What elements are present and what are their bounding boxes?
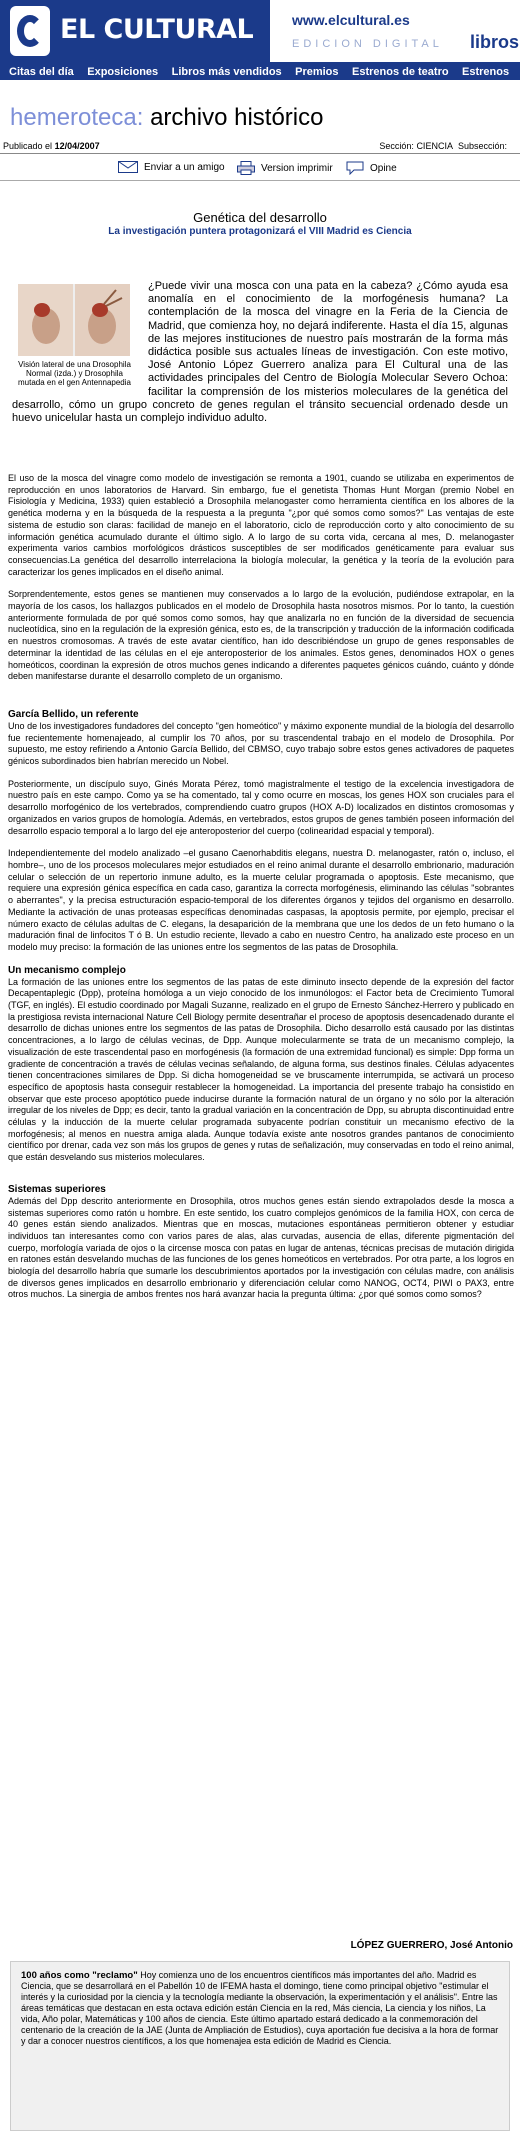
nav-item-estrenos[interactable]: Estrenos <box>462 66 510 78</box>
nav-item-libros[interactable]: Libros más vendidos <box>171 66 282 78</box>
subsection-label: Subsección: <box>457 141 507 151</box>
section-value: CIENCIA <box>416 141 453 151</box>
article-body <box>8 473 514 1312</box>
drosophila-image-icon <box>18 284 130 356</box>
paragraph: Uno de los investigadores fundadores del concepto "gen homeótico" y máximo exponente mundial de la biología del desarrollo fue recientemente homenajeado, al cumplir los 70 años, por su trascendental trabajo en el modelo de Drosophila. Por supuesto, me estoy refiriendo a Antonio García Bellido, del CBMSO, cuyo trabajo sobre estos genes activadores de paquetes génicos subordinados bien habrían merecido un Nobel. <box>8 720 514 767</box>
section-heading: García Bellido, un referente <box>8 708 139 720</box>
main-nav <box>0 62 520 80</box>
envelope-icon <box>118 161 138 173</box>
libros-link[interactable]: libros <box>470 32 520 52</box>
paragraph: Independientemente del modelo analizado –el gusano Caenorhabditis elegans, nuestra D. melanogaster, ratón o, incluso, el hombre–, uno de los procesos moleculares mejor estudiados en el reino animal durante el desarrollo embrionario, maduración celular o selección de un repertorio inmune adulto, es la muerte celular programada o apoptosis. Este mecanismo, que requiere una expresión génica específica en cada caso, garantiza la correcta morfogénesis, eliminando las células "sobrantes o aberrantes", y la precisa estructuración espacio-temporal de los diferentes órganos y tejidos del organismo en desarrollo. Mediante la activación de unas proteasas específicas denominadas caspasas, la apoptosis permite, por ejemplo, precisar el número exacto de células adultas de C. elegans, la desaparición de la membrana que une los dedos de un feto humano o la maduración final de linfocitos T ó B. Un estudio reciente, llevado a cabo en nuestro Centro, ha analizado este proceso en un modelo muy preciso: la formación de las uniones entre los segmentos de las patas de Drosophila. <box>8 848 514 952</box>
article-author: LÓPEZ GUERRERO, José Antonio <box>350 1940 513 1951</box>
paragraph: Sorprendentemente, estos genes se mantienen muy conservados a lo largo de la evolución, pudiéndose extrapolar, en la mayoría de los casos, los hallazgos publicados en el modelo de Drosophila hasta nosotros mismos. Por lo tanto, la cuestión anteriormente formulada de por qué somos como somos, hay que analizarla no en función de la diversidad de secuencia nucleotídica, sino en la regulación de la expresión génica, esto es, de la transcripción y traducción de la información codificada en nuestros cromosomas. A través de este avatar científico, han ido describiéndose un grupo de genes responsables de determinar la identidad de las células en el eje anteroposterior de los animales. Estos genes, denominados HOX o genes homeóticos, coordinan la expresión de otros muchos genes indicando a diferentes paquetes génicos cuándo, cuánto y dónde deben manifestarse durante el desarrollo completo de un organismo. <box>8 589 514 682</box>
divider <box>0 153 520 154</box>
nav-item-premios[interactable]: Premios <box>295 66 339 78</box>
opine-button[interactable] <box>346 161 397 175</box>
nav-item-teatro[interactable]: Estrenos de teatro <box>351 66 449 78</box>
section-info <box>379 141 507 151</box>
published-label: Publicado el <box>3 141 53 151</box>
date-value: 12/04/2007 <box>54 141 100 151</box>
site-logo[interactable] <box>0 0 270 62</box>
box-text: Hoy comienza uno de los encuentros científicos más importantes del año. Madrid es Ciencia, que se desarrollará en el Pabellón 10 de IFEMA hasta el domingo, tiene como principal objetivo "estimular el interés y la curiosidad por la ciencia y la tecnología mediante la observación, la experimentación y el análisis". Entre las áreas temáticas que destacan en esta octava edición están Ciencia en la red, Más ciencia, La ciencia y los niños, La vida, Año polar, Matemáticas y 100 años de ciencia. Este último apartado estará dedicado a la conmemoración del centenario de la creación de la JAE (Junta de Ampliación de Estudios), cuya aportación fue decisiva a la hora de formar y dar a conocer nuestros científicos, a los que homenajea esta edición de Madrid es Ciencia. <box>21 1970 499 2046</box>
box-title: 100 años como "reclamo" <box>21 1970 138 1981</box>
nav-item-exposiciones[interactable]: Exposiciones <box>87 66 159 78</box>
sidebar-box <box>10 1961 510 2131</box>
section-heading: Sistemas superiores <box>8 1183 106 1195</box>
hemeroteca-label: hemeroteca: <box>10 104 144 131</box>
section-heading: Un mecanismo complejo <box>8 964 126 976</box>
article-title: Genética del desarrollo <box>193 210 327 225</box>
printer-icon <box>237 161 255 175</box>
print-label: Version imprimir <box>261 162 333 174</box>
article-subtitle: La investigación puntera protagonizará el VIII Madrid es Ciencia <box>108 226 412 237</box>
divider <box>0 180 520 181</box>
site-url-link[interactable]: www.elcultural.es <box>292 12 410 28</box>
paragraph: Posteriormente, un discípulo suyo, Ginés Morata Pérez, tomó magistralmente el testigo de la excelencia investigadora de nuestro país en este campo. Como ya se ha comentado, tal y como ocurre en moscas, los genes HOX son cruciales para el desarrollo morfogénico de los vertebrados, comprendiendo cuatro grupos (HOX A-D) localizados en distintos cromosomas y organizados en varios grupos de homología. Además, en vertebrados, estos grupos de genes también poseen información del desarrollo espacio temporal a lo largo del eje anteroposterior del cuerpo (colinearidad espacial y temporal). <box>8 778 514 836</box>
logo-c-icon <box>10 6 50 56</box>
archivo-label: archivo histórico <box>143 104 324 131</box>
section-label: Sección: <box>379 141 414 151</box>
nav-item-citas[interactable]: Citas del día <box>9 66 74 78</box>
lead-text: ¿Puede vivir una mosca con una pata en la cabeza? ¿Cómo ayuda esa anomalía en el conocimiento de la morfogénesis humana? La contemplación de la mosca del vinagre en la Feria de la Ciencia de Madrid, que comienza hoy, no dejará indiferente. Hasta el día 15, algunas de las mejores instituciones de nuestro país mostrarán de la forma más didáctica posible sus actuales líneas de investigación. Con este motivo, José Antonio López Guerrero analiza para El Cultural una de las actividades principales del Centro de Biología Molecular Severo Ochoa: facilitar la comprensión de los misterios moleculares de la genética del desarrollo, cómo un grupo concreto de genes regulan el tránsito secuencial ordenado desde un huevo unicelular hasta un complejo individuo adulto. <box>12 280 508 425</box>
opine-label: Opine <box>370 162 397 174</box>
speech-bubble-icon <box>346 161 364 175</box>
edition-label: EDICION DIGITAL <box>292 38 443 50</box>
paragraph: La formación de las uniones entre los segmentos de las patas de este diminuto insecto depende de la expresión del factor Decapentaplegic (Dpp), proteína homóloga a un viejo conocido de los inmunólogos: el Factor beta de Crecimiento Tumoral (TGF, en inglés). El estudio coordinado por Magali Suzanne, realizado en el grupo de Ernesto Sánchez-Herrero y publicado en la prestigiosa revista internacional Nature Cell Biology permite desentrañar el proceso de apoptosis desencadenado durante el desarrollo de dichas uniones entre los segmentos de las patas de Drosophila. Dicho desarrollo está causado por las distintas concentraciones, a lo largo de células vecinas, de Dpp. Aunque molecularmente se trata de un mecanismo complejo, la visualización de este trascendental paso en morfogénesis (la formación de una extremidad funcional) es simple: Dpp forma un gradiente de concentración a través de células vecinas señalando, de alguna forma, sus destinos finales. Células adyacentes tienen concentraciones similares de Dpp. Si dicha homogeneidad se ve bruscamente interrumpida, se activará un proceso específico de apoptosis hasta conseguir restablecer la homogeneidad. La importancia del presente trabajo ha consistido en observar que este proceso apoptótico puede inducirse durante la formación natural de un órgano y no sólo por la alteración irregular de los niveles de Dpp; es decir, tanto la gradual variación en la concentración de Dpp, su abrupta discontinuidad entre células y la inducción de la muerte celular programada subyacente podrían constituir un mecanismo efectivo de la morfogénesis; al menos en nuestra amiga alada. Aunque todavía existe ante nosotros grandes pantanos de conocimiento científico por drenar, cada vez son más los grupos de genes y rutas de señalización, muy conservadas en todo el reino animal, que están desvelando sus misterios moleculares. <box>8 976 514 1163</box>
send-friend-button[interactable] <box>118 161 225 173</box>
publication-date <box>3 141 100 151</box>
send-friend-label: Enviar a un amigo <box>144 161 225 173</box>
site-header <box>0 0 520 62</box>
page-title <box>10 104 323 132</box>
logo-text: EL CULTURAL <box>60 14 254 45</box>
print-button[interactable] <box>237 161 333 175</box>
paragraph: El uso de la mosca del vinagre como modelo de investigación se remonta a 1901, cuando se utilizaba en experimentos de reproducción en unos laboratorios de Harvard. Sin embargo, fue el genetista Thomas Hunt Morgan (premio Nobel en Fisiología y Medicina, 1933) quien estableció a Drosophila melanogaster como herramienta científica en los albores de la genética moderna y en la búsqueda de la respuesta a la pregunta "¿por qué somos como somos?" Las ventajas de este sistema de estudio son claras: facilidad de manejo en el laboratorio, ciclo de reproducción corto y alto conocimiento de su información genética acumulado durante el último siglo. A lo largo de su corta vida, cercana al mes, D. melanogaster experimenta varios cambios morfológicos drásticos susceptibles de ser modificados genéticamente para evaluar sus consecuencias.La genética del desarrollo interrelaciona la biología molecular, la genética y la teoría de la evolución para caracterizar los genes implicados en el diseño animal. <box>8 473 514 577</box>
paragraph: Además del Dpp descrito anteriormente en Drosophila, otros muchos genes están siendo extrapolados desde la mosca a sistemas superiores como ratón u hombre. En este sentido, los cuatro complejos genómicos de la familia HOX, con cerca de 40 genes están siendo analizados. Mientras que en moscas, mutaciones espontáneas permitieron obtener y estudiar individuos tan interesantes como con varios pares de alas, alas curvadas, ausencia de ellas, diferente pigmentación del cuerpo, morfología variada de ojos o la circense mosca con patas en lugar de antenas, técnicas precisas de mutación dirigida en ratones están desvelando muchas de las funciones de los genes homeóticos en vertebrados. Por otra parte, a los logros en biología del desarrollo habría que sumarle los descubrimientos aportados por la investigación con células madre, con análisis de diversos genes implicados en desarrollo embrionario y diferenciación celular como NANOG, OCT4, PIWI o PAX3, entre otros muchos. La sinergia de ambos frentes nos hará avanzar hacia la pregunta última: ¿por qué somos como somos? <box>8 1195 514 1300</box>
drosophila-photo <box>18 284 130 356</box>
photo-caption: Visión lateral de una Drosophila Normal (izda.) y Drosophila mutada en el gen Antennapedia <box>18 360 131 387</box>
